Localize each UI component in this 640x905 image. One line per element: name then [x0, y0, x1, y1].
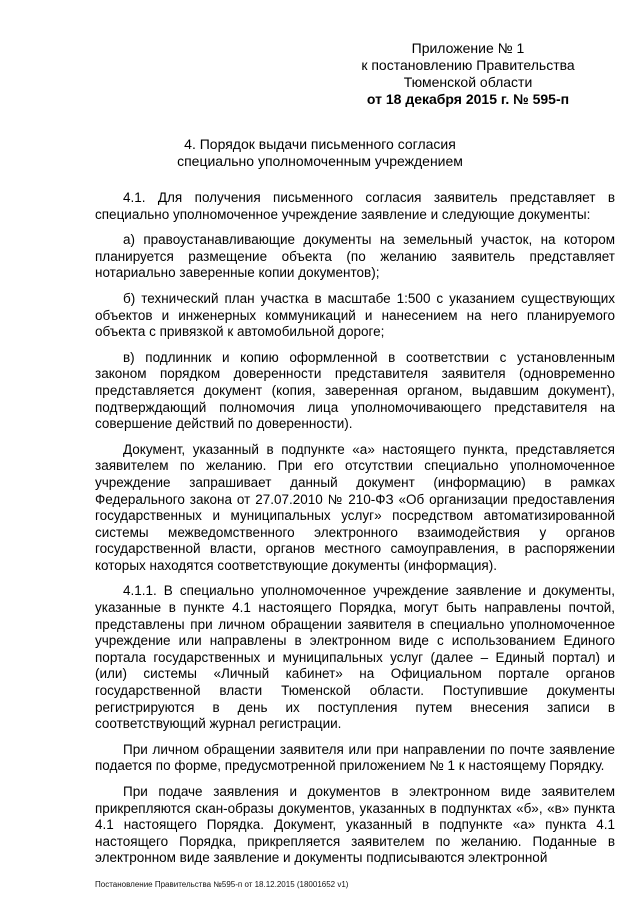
paragraph-4-1-1: 4.1.1. В специально уполномоченное учреждение заявление и документы, указанные в пункте 4.1 настоящего Порядка, могут быть направлены почтой, представлены при личном обращении заявителя в специально уполномоченное учреждение или направлены в электронном виде с использованием Единого портала государственных и муниципальных услуг (далее – Единый портал) и (или) системы «Личный кабинет» на Официальном портале органов государственной власти Тюменской области. Поступившие документы регистрируются в день их поступления путем внесения записи в соответствующий журнал регистрации. [95, 583, 615, 732]
paragraph-personal-request: При личном обращении заявителя или при направлении по почте заявление подается по форме, предусмотренной приложением № 1 к настоящему Порядку. [95, 741, 615, 774]
appendix-header [348, 40, 588, 108]
paragraph-v: в) подлинник и копию оформленной в соответствии с установленным законом порядком доверенности представителя заявителя (одновременно представляется документ (копия, заверенная органом, выдавшим документ), подтверждающий полномочия лица уполномочивающего представителя на совершение действий по доверенности). [95, 349, 615, 432]
appendix-region: Тюменской области [403, 74, 533, 90]
section-title-line-1: 4. Порядок выдачи письменного согласия [184, 136, 456, 152]
document-footer: Постановление Правительства №595-п от 18.12.2015 (18001652 v1) [95, 880, 349, 889]
paragraph-a: а) правоустанавливающие документы на земельный участок, на котором планируется размещение объекта (по желанию заявитель представляет нотариально заверенные копии документов); [95, 232, 615, 281]
paragraph-electronic-submission: При подаче заявления и документов в электронном виде заявителем прикрепляются скан-образы документов, указанных в подпунктах «б», «в» пункта 4.1 настоящего Порядка. Документ, указанный в подпункте «а» пункта 4.1 настоящего Порядка, прикрепляется заявителем по желанию. Поданные в электронном виде заявление и документы подписываются электронной [95, 784, 615, 866]
paragraph-b: б) технический план участка в масштабе 1:500 с указанием существующих объектов и инженерных коммуникаций и нанесением на него планируемого объекта с привязкой к автомобильной дороге; [95, 290, 615, 340]
appendix-date: от 18 декабря 2015 г. № 595-п [366, 91, 570, 107]
paragraph-document-a: Документ, указанный в подпункте «а» настоящего пункта, представляется заявителем по желанию. При его отсутствии специально уполномоченное учреждение запрашивает данный документ (информацию) в рамках Федерального закона от 27.07.2010 № 210-ФЗ «Об организации предоставления государственных и муниципальных услуг» посредством автоматизированной системы межведомственного электронного взаимодействия у органов государственной власти, органов местного самоуправления, в распоряжении которых находятся соответствующие документы (информация). [95, 441, 615, 573]
section-title-line-2: специально уполномоченным учреждением [177, 153, 463, 169]
appendix-number: Приложение № 1 [411, 40, 525, 56]
paragraph-4-1: 4.1. Для получения письменного согласия заявитель представляет в специально уполномоченное учреждение заявление и следующие документы: [95, 190, 615, 222]
document-body [95, 190, 615, 876]
section-title [0, 136, 640, 170]
appendix-resolution: к постановлению Правительства [361, 57, 575, 73]
